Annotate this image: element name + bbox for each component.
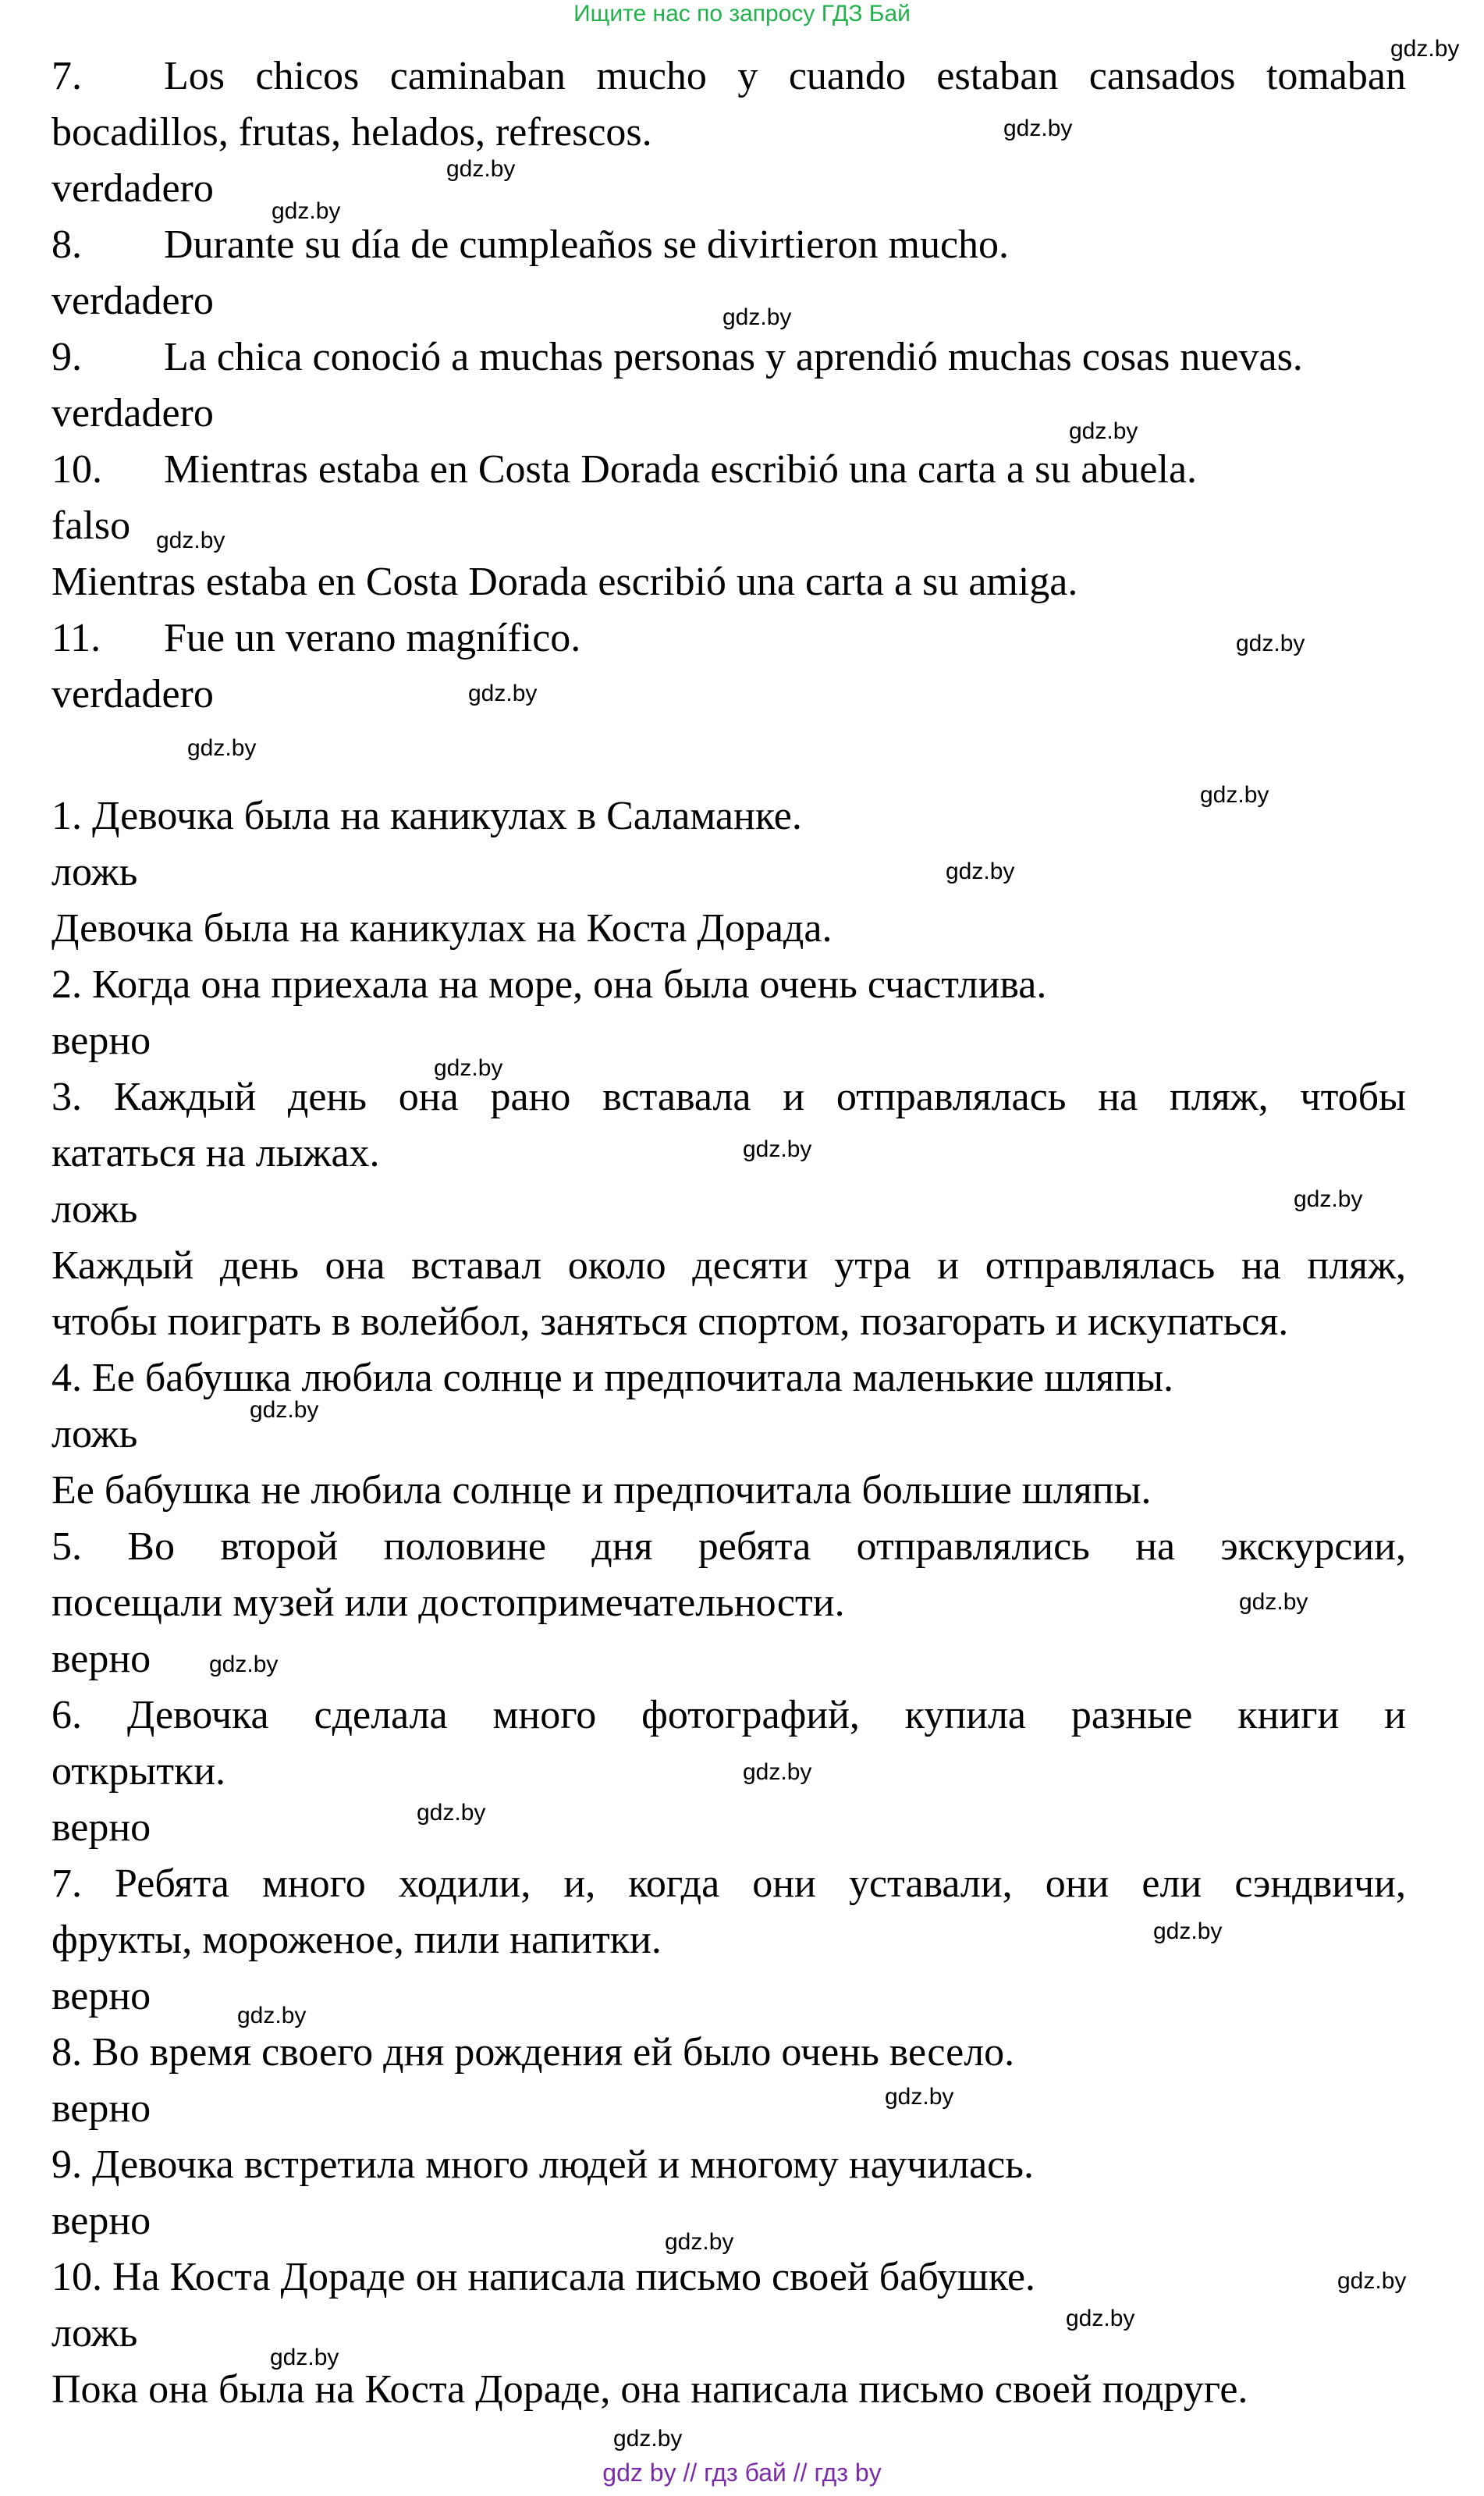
item-11-answer: verdadero (51, 672, 214, 716)
item-number: 8. (51, 222, 82, 267)
ru-item-8-answer: верно (51, 2086, 151, 2131)
ru-item-3-answer: ложь (51, 1187, 138, 1232)
item-11-statement: 11. Fue un verano magnífico. (51, 610, 1406, 667)
item-number: 9. (51, 335, 82, 379)
watermark: gdz.by (1069, 418, 1138, 444)
watermark: gdz.by (613, 2426, 683, 2452)
watermark: gdz.by (1153, 1918, 1223, 1944)
watermark: gdz.by (270, 2345, 339, 2370)
ru-item-5-answer: верно (51, 1637, 151, 1681)
watermark: gdz.by (1066, 2306, 1135, 2331)
ru-item-9-statement: 9. Девочка встретила много людей и многому научилась. (51, 2142, 1034, 2187)
ru-item-1-correction: Девочка была на каникулах на Коста Дорада. (51, 906, 833, 951)
ru-item-6-answer: верно (51, 1805, 151, 1850)
item-8-answer: verdadero (51, 279, 214, 323)
watermark: gdz.by (885, 2084, 954, 2110)
watermark: gdz.by (665, 2229, 734, 2255)
item-9-statement: 9. La chica conoció a muchas personas y aprendió muchas cosas nuevas. (51, 329, 1406, 386)
watermark: gdz.by (743, 1759, 812, 1785)
watermark: gdz.by (272, 198, 341, 224)
watermark: gdz.by (946, 859, 1015, 884)
item-7-line-2: bocadillos, frutas, helados, refrescos. (51, 110, 652, 155)
item-number: 10. (51, 447, 102, 492)
ru-item-5-line-2: посещали музей или достопримечательности. (51, 1580, 845, 1625)
watermark: gdz.by (250, 1397, 319, 1423)
watermark: gdz.by (1239, 1589, 1308, 1615)
item-number: 7. (51, 54, 82, 98)
watermark: gdz.by (1337, 2268, 1407, 2294)
watermark: gdz.by (1294, 1186, 1363, 1212)
ru-item-3-line-1: 3. Каждый день она рано вставала и отправлялась на пляж, чтобы (51, 1075, 1406, 1119)
ru-item-6-line-2: открытки. (51, 1749, 226, 1794)
ru-item-10-answer: ложь (51, 2311, 138, 2356)
item-8-statement: 8. Durante su día de cumpleaños se divirtieron mucho. (51, 217, 1406, 273)
watermark: gdz.by (1236, 631, 1305, 656)
header-banner: Ищите нас по запросу ГДЗ Бай (573, 1, 911, 27)
item-7-answer: verdadero (51, 166, 214, 211)
ru-item-7-answer: верно (51, 1974, 151, 2018)
footer-banner: gdz by // гдз бай // гдз by (602, 2459, 882, 2487)
ru-item-4-correction: Ее бабушка не любила солнце и предпочитала большие шляпы. (51, 1468, 1152, 1513)
ru-item-2-statement: 2. Когда она приехала на море, она была очень счастлива. (51, 962, 1047, 1007)
watermark: gdz.by (434, 1055, 503, 1081)
ru-item-10-correction: Пока она была на Коста Дораде, она написала письмо своей подруге. (51, 2367, 1248, 2412)
watermark: gdz.by (1003, 116, 1073, 141)
ru-item-3-line-2: кататься на лыжах. (51, 1131, 380, 1175)
ru-item-3-correction-line-1: Каждый день она вставал около десяти утра и отправлялась на пляж, (51, 1243, 1406, 1288)
watermark: gdz.by (156, 528, 225, 553)
ru-item-7-line-1: 7. Ребята много ходили, и, когда они уставали, они ели сэндвичи, (51, 1861, 1406, 1906)
watermark: gdz.by (187, 735, 257, 761)
item-7-line-1: 7. Los chicos caminaban mucho y cuando estaban cansados tomaban (51, 48, 1406, 105)
watermark: gdz.by (209, 1652, 279, 1677)
watermark: gdz.by (417, 1800, 486, 1826)
watermark: gdz.by (1200, 782, 1269, 808)
ru-item-9-answer: верно (51, 2199, 151, 2243)
item-10-statement: 10. Mientras estaba en Costa Dorada escribió una carta a su abuela. (51, 442, 1406, 498)
ru-item-8-statement: 8. Во время своего дня рождения ей было очень весело. (51, 2030, 1015, 2075)
ru-item-6-line-1: 6. Девочка сделала много фотографий, купила разные книги и (51, 1693, 1406, 1737)
item-9-answer: verdadero (51, 391, 214, 436)
ru-item-2-answer: верно (51, 1019, 151, 1063)
ru-item-1-statement: 1. Девочка была на каникулах в Саламанке. (51, 794, 802, 838)
item-10-correction: Mientras estaba en Costa Dorada escribió una carta a su amiga. (51, 560, 1078, 604)
item-number: 11. (51, 616, 101, 660)
ru-item-5-line-1: 5. Во второй половине дня ребята отправлялись на экскурсии, (51, 1524, 1406, 1569)
watermark: gdz.by (446, 156, 516, 182)
watermark: gdz.by (468, 681, 538, 706)
ru-item-7-line-2: фрукты, мороженое, пили напитки. (51, 1918, 662, 1962)
watermark: gdz.by (743, 1136, 812, 1162)
ru-item-10-statement: 10. На Коста Дораде он написала письмо своей бабушке. (51, 2255, 1035, 2299)
item-10-answer: falso (51, 503, 131, 548)
watermark: gdz.by (1390, 36, 1460, 62)
ru-item-4-answer: ложь (51, 1412, 138, 1456)
watermark: gdz.by (237, 2003, 307, 2028)
ru-item-3-correction-line-2: чтобы поиграть в волейбол, заняться спортом, позагорать и искупаться. (51, 1300, 1289, 1344)
ru-item-4-statement: 4. Ее бабушка любила солнце и предпочитала маленькие шляпы. (51, 1356, 1174, 1400)
watermark: gdz.by (722, 304, 792, 330)
ru-item-1-answer: ложь (51, 850, 138, 894)
